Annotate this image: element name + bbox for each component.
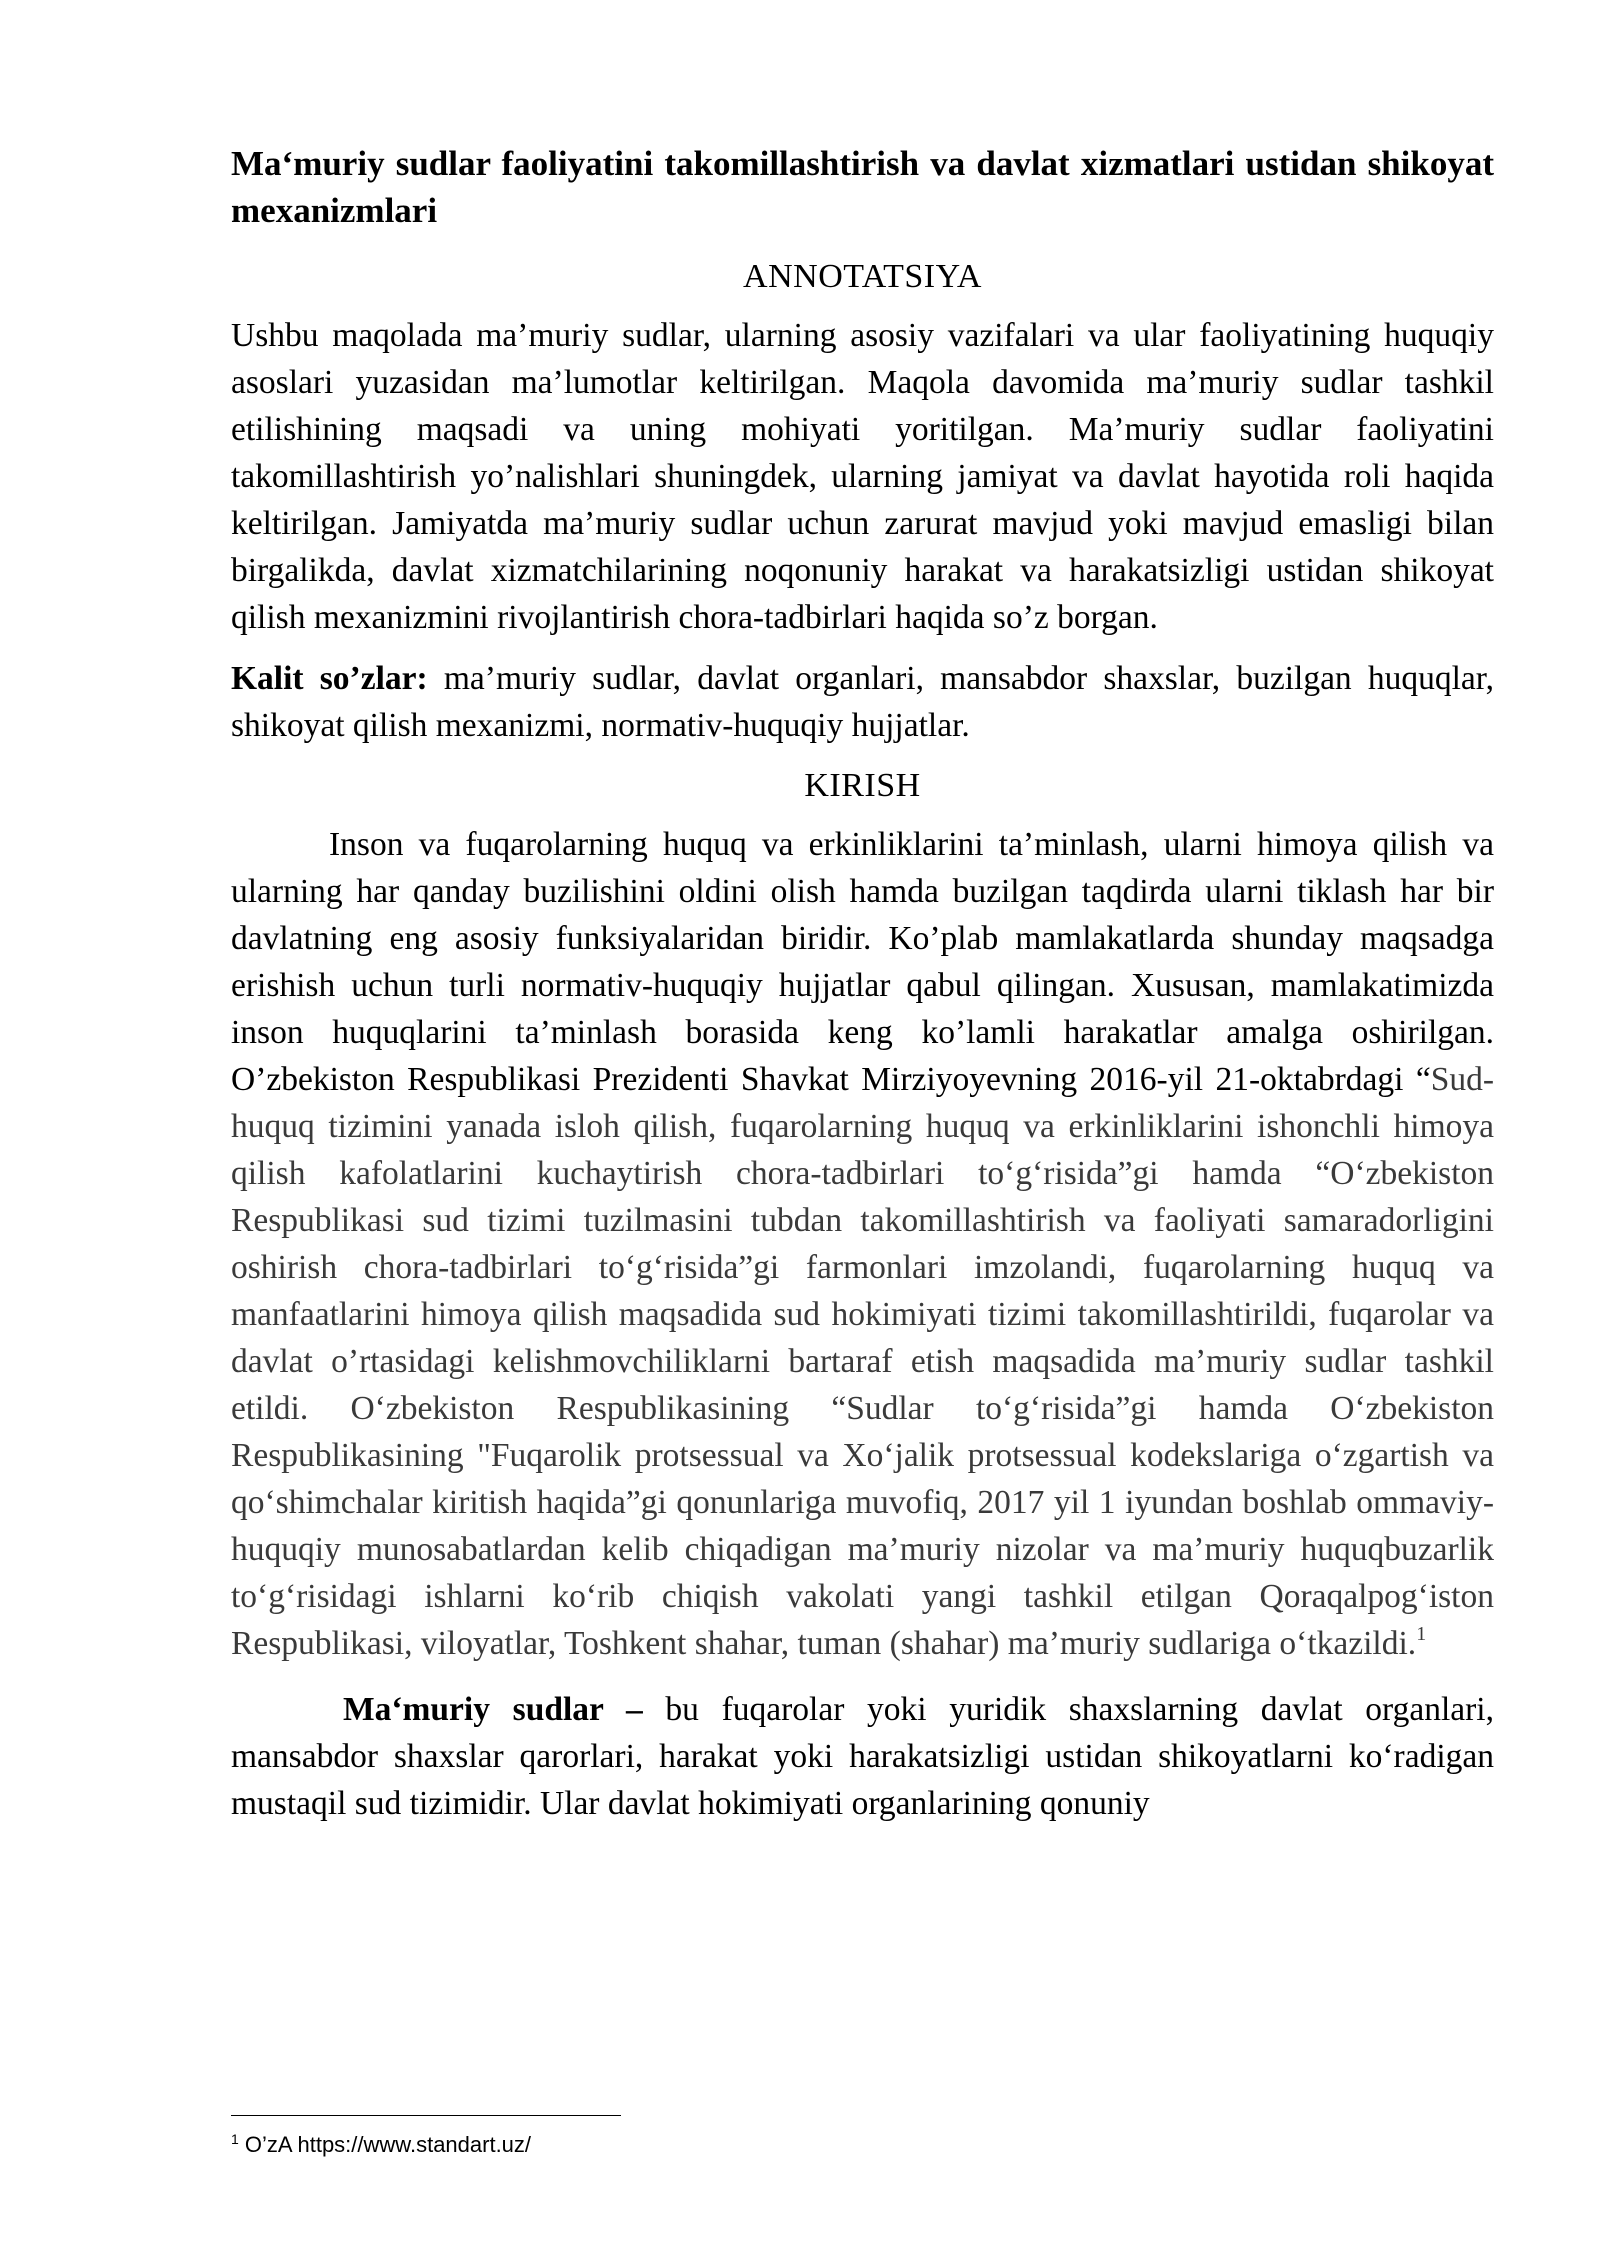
footnote-text: O’zA https://www.standart.uz/ (238, 2132, 532, 2157)
introduction-heading: KIRISH (804, 767, 921, 804)
article-title: Ma‘muriy sudlar faoliyatini takomillashtirish va davlat xizmatlari ustidan shikoyat mexanizmlari (231, 144, 1494, 230)
keywords-text: ma’muriy sudlar, davlat organlari, mansabdor shaxslar, buzilgan huquqlar, shikoyat qilish mexanizmi, normativ-huquqiy hujjatlar. (231, 660, 1494, 744)
footnote-separator (231, 2115, 621, 2116)
definition-term: Ma‘muriy sudlar – (343, 1691, 643, 1728)
definition-text: bu fuqarolar yoki yuridik shaxslarning davlat organlari, mansabdor shaxslar qarorlari, harakat yoki harakatsizligi ustidan shikoyatlarni ko‘radigan mustaqil sud tizimidir. Ular davlat hokimiyati organlarining qonuniy (231, 1691, 1494, 1822)
introduction-paragraph-1 (231, 821, 1494, 1667)
footnote-number: 1 (231, 2131, 239, 2147)
keywords-paragraph (231, 655, 1494, 749)
annotation-heading: ANNOTATSIYA (743, 258, 982, 295)
introduction-paragraph-2 (231, 1686, 1494, 1827)
keywords-label: Kalit so’zlar: (231, 660, 428, 697)
annotation-paragraph: Ushbu maqolada ma’muriy sudlar, ularning asosiy vazifalari va ular faoliyatining huquqiy asoslari yuzasidan ma’lumotlar keltirilgan. Maqola davomida ma’muriy sudlar tashkil etilishining maqsadi va uning mohiyati yoritilgan. Ma’muriy sudlar faoliyatini takomillashtirish yo’nalishlari shuningdek, ularning jamiyat va davlat hayotida roli haqida keltirilgan. Jamiyatda ma’muriy sudlar uchun zarurat mavjud yoki mavjud emasligi bilan birgalikda, davlat xizmatchilarining noqonuniy harakat va harakatsizligi ustidan shikoyat qilish mexanizmini rivojlantirish chora-tadbirlari haqida so’z borgan. (231, 317, 1494, 636)
footnote-reference[interactable]: 1 (1416, 1623, 1427, 1645)
footnote (231, 2130, 531, 2160)
page-content (231, 140, 1494, 1827)
introduction-paragraph-1-text: Inson va fuqarolarning huquq va erkinliklarini ta’minlash, ularni himoya qilish va ularning har qanday buzilishini oldini olish hamda buzilgan taqdirda ularni tiklash har bir davlatning eng asosiy funksiyalaridan biridir. Ko’plab mamlakatlarda shunday maqsadga erishish uchun turli normativ-huquqiy hujjatlar qabul qilingan. Xususan, mamlakatimizda inson huquqlarini ta’minlash borasida keng ko’lamli harakatlar amalga oshirilgan. O’zbekiston Respublikasi Prezidenti Shavkat Mirziyoyevning 2016-yil 21-oktabrdagi “ (231, 826, 1494, 1098)
decrees-citation-text: Sud-huquq tizimini yanada isloh qilish, fuqarolarning huquq va erkinliklarini ishonchli himoya qilish kafolatlarini kuchaytirish chora-tadbirlari to‘g‘risida”gi hamda “O‘zbekiston Respublikasi sud tizimi tuzilmasini tubdan takomillashtirish va faoliyati samaradorligini oshirish chora-tadbirlari to‘g‘risida”gi farmonlari imzolandi, fuqarolarning huquq va manfaatlarini himoya qilish maqsadida sud hokimiyati tizimi takomillashtirildi, fuqarolar va davlat o’rtasidagi kelishmovchiliklarni bartaraf etish maqsadida ma’muriy sudlar tashkil etildi. O‘zbekiston Respublikasining “Sudlar to‘g‘risida”gi hamda O‘zbekiston Respublikasining "Fuqarolik protsessual va Xo‘jalik protsessual kodekslariga o‘zgartish va qo‘shimchalar kiritish haqida”gi qonunlariga muvofiq, 2017 yil 1 iyundan boshlab ommaviy-huquqiy munosabatlardan kelib chiqadigan ma’muriy nizolar va ma’muriy huquqbuzarlik to‘g‘risidagi ishlarni ko‘rib chiqish vakolati yangi tashkil etilgan Qoraqalpog‘iston Respublikasi, viloyatlar, Toshkent shahar, tuman (shahar) ma’muriy sudlariga o‘tkazildi. (231, 1061, 1494, 1662)
